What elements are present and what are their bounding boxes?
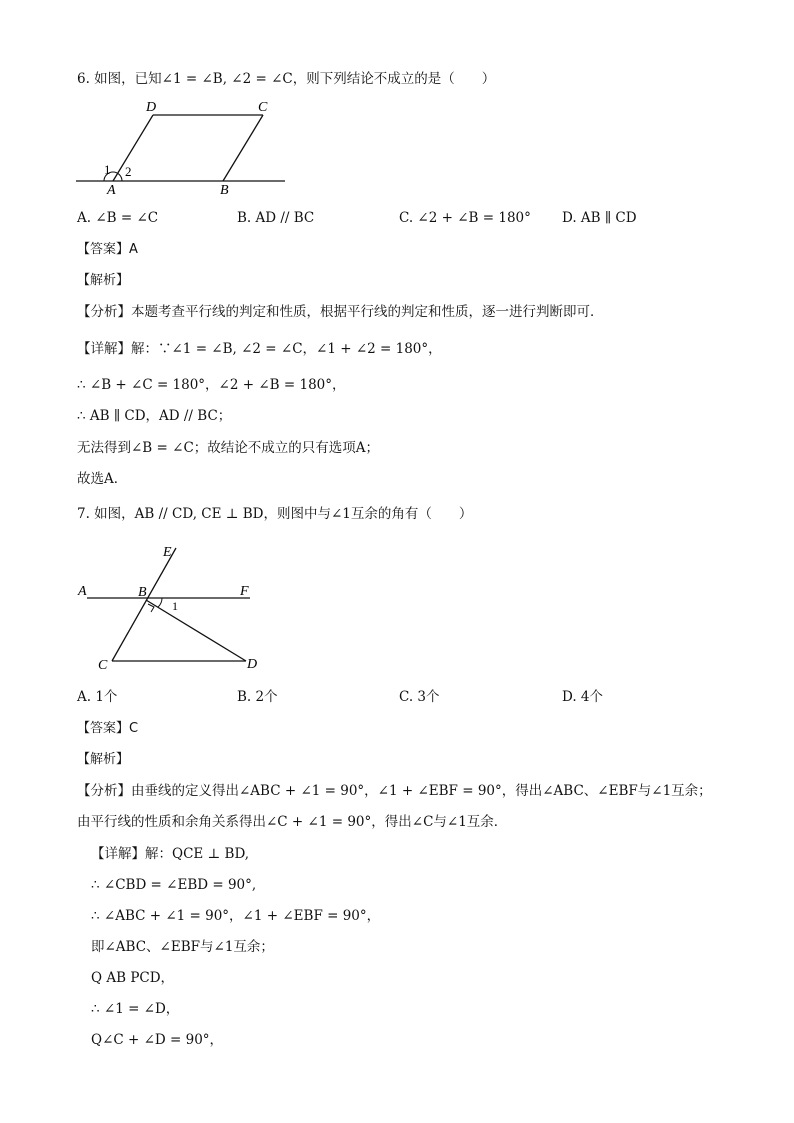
q6-answer: 【答案】A: [77, 242, 138, 257]
q6-detail-line: 无法得到∠B = ∠C；故结论不成立的只有选项A；: [77, 440, 380, 456]
q7-label-c: C: [98, 658, 108, 673]
q7-label-1: 1: [172, 599, 178, 613]
q6-label-d: D: [146, 100, 157, 115]
q7-jiexi: 【解析】: [77, 752, 130, 767]
q6-label-2: 2: [125, 164, 132, 179]
q7-stem: 7. 如图，AB // CD, CE ⊥ BD，则图中与∠1互余的角有（ ）: [77, 506, 473, 522]
q6-stem: 6. 如图，已知∠1 = ∠B, ∠2 = ∠C，则下列结论不成立的是（ ）: [77, 71, 496, 87]
q6-label-c: C: [258, 100, 268, 115]
q7-fenxi-line: 【分析】由垂线的定义得出∠ABC + ∠1 = 90°，∠1 + ∠EBF = 90°，得出∠ABC、∠EBF与∠1互余；: [77, 783, 712, 799]
q7-option-b: B. 2个: [237, 689, 278, 705]
q7-detail-line: 即∠ABC、∠EBF与∠1互余；: [91, 939, 274, 955]
q6-option-a: A. ∠B = ∠C: [77, 210, 159, 226]
q7-line-bd: [146, 600, 246, 661]
q6-detail-line: 故选A．: [77, 471, 128, 487]
q7-right-angle-mark: [148, 604, 154, 612]
q6-option-b: B. AD // BC: [237, 210, 315, 226]
q7-answer: 【答案】C: [77, 721, 139, 736]
q7-angle-arc: [158, 598, 162, 607]
q6-jiexi: 【解析】: [77, 273, 130, 288]
q7-option-d: D. 4个: [562, 689, 604, 705]
q7-label-b: B: [138, 585, 147, 600]
q6-option-c: C. ∠2 + ∠B = 180°: [399, 210, 531, 226]
q7-label-f: F: [240, 584, 249, 599]
q6-line-cb: [223, 115, 263, 181]
q7-detail-line: ∴ ∠ABC + ∠1 = 90°，∠1 + ∠EBF = 90°，: [91, 908, 381, 924]
q7-label-e: E: [163, 545, 172, 560]
q6-label-b: B: [220, 183, 229, 198]
q7-label-d: D: [247, 657, 258, 672]
q6-line-ad: [113, 115, 153, 181]
q7-option-c: C. 3个: [399, 689, 440, 705]
q7-line-ce: [112, 548, 176, 661]
q6-label-1: 1: [104, 162, 111, 177]
q7-option-a: A. 1个: [77, 689, 118, 705]
q6-figure: [70, 98, 290, 198]
q6-detail-line: ∴ AB ∥ CD，AD // BC；: [77, 408, 232, 424]
q7-detail-line: 【详解】解：QCE ⊥ BD,: [91, 846, 250, 862]
q6-detail-line: 【详解】解：∵∠1 = ∠B, ∠2 = ∠C，∠1 + ∠2 = 180°，: [77, 341, 442, 357]
q7-fenxi-line: 由平行线的性质和余角关系得出∠C + ∠1 = 90°，得出∠C与∠1互余．: [77, 814, 508, 830]
q7-detail-line: ∴ ∠1 = ∠D，: [91, 1001, 180, 1017]
q7-label-a: A: [78, 584, 87, 599]
q7-detail-line: ∴ ∠CBD = ∠EBD = 90°,: [91, 877, 257, 893]
q6-option-d: D. AB ∥ CD: [562, 210, 637, 226]
q6-fenxi: 【分析】本题考查平行线的判定和性质，根据平行线的判定和性质，逐一进行判断即可．: [77, 304, 604, 320]
q7-detail-line: Q∠C + ∠D = 90°，: [91, 1032, 224, 1048]
q7-figure: [74, 540, 274, 675]
q6-label-a: A: [107, 183, 116, 198]
q6-detail-line: ∴ ∠B + ∠C = 180°，∠2 + ∠B = 180°，: [77, 377, 346, 393]
q7-detail-line: Q AB PCD，: [91, 970, 175, 986]
